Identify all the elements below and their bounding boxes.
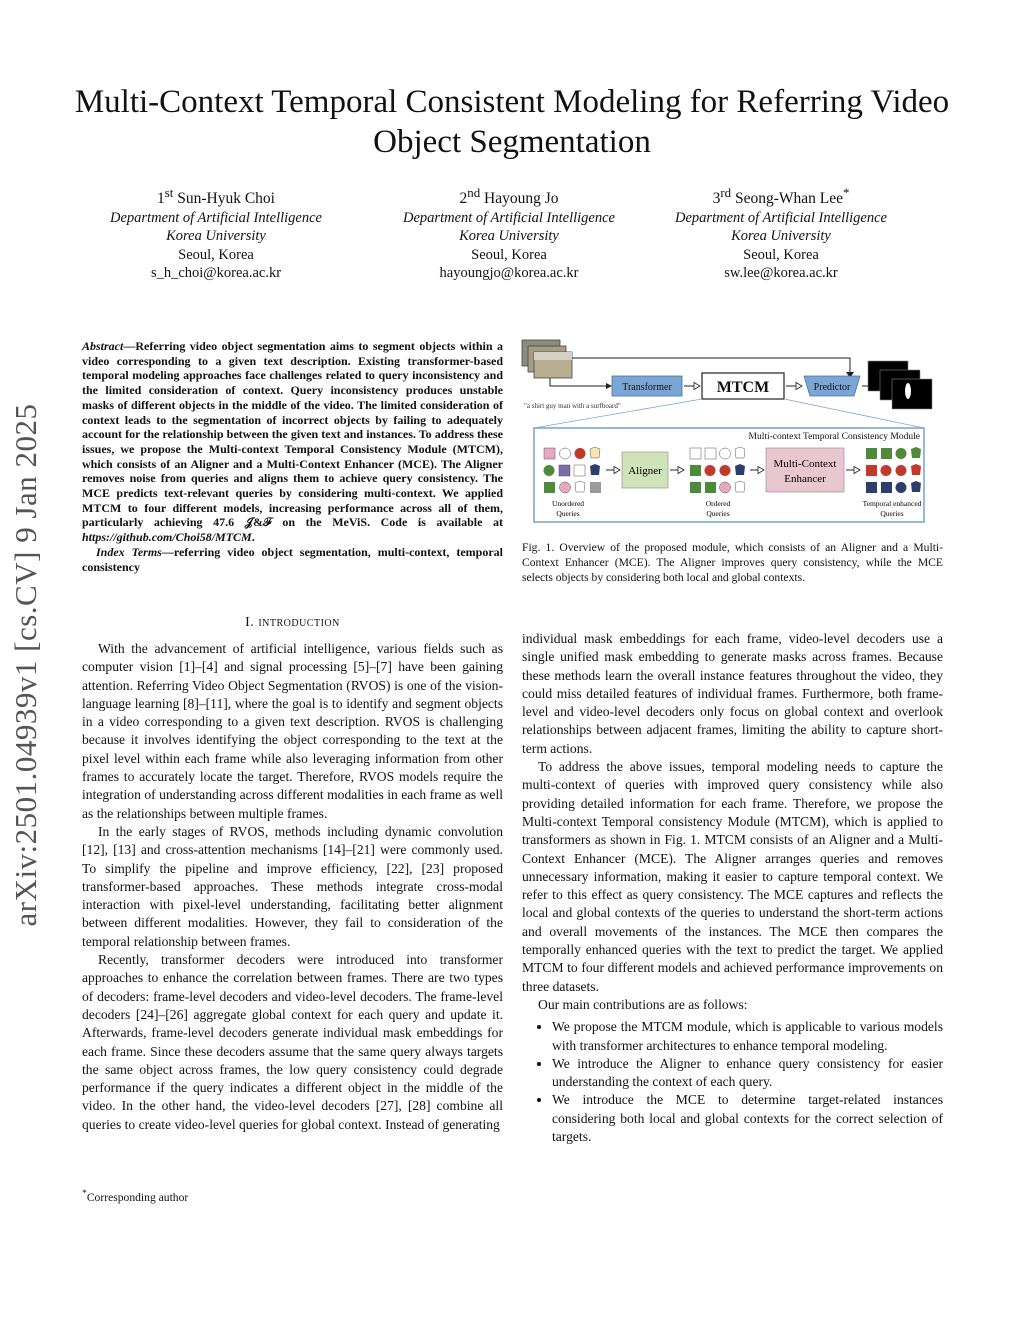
author-order-suffix: st bbox=[164, 185, 174, 200]
enhanced-label: Temporal enhanced bbox=[862, 499, 922, 508]
list-item: • We introduce the Aligner to enhance query consistency for easier understanding the context of each query. bbox=[552, 1055, 943, 1092]
author-name: Hayoung Jo bbox=[484, 190, 559, 208]
author-city: Seoul, Korea bbox=[471, 246, 547, 263]
author-block-3 bbox=[651, 184, 911, 283]
author-block-1 bbox=[86, 184, 346, 283]
list-item: • We introduce the MCE to determine target-related instances considering both local and global contexts for the correct selection of targets. bbox=[552, 1091, 943, 1146]
author-univ: Korea University bbox=[166, 228, 266, 245]
flow-arrow bbox=[550, 378, 610, 386]
aligner-label: Aligner bbox=[628, 465, 662, 477]
footnote bbox=[82, 1188, 188, 1204]
section-number: I. bbox=[245, 615, 255, 630]
figure-caption: Fig. 1. Overview of the proposed module, which consists of an Aligner and a Multi-Context Enhancer (MCE). The Aligner improves query consistency, while the MCE selects objects by considering both local and global contexts. bbox=[522, 541, 943, 584]
code-link[interactable]: https://github.com/Choi58/MTCM bbox=[82, 530, 252, 545]
corresponding-mark: * bbox=[842, 185, 850, 200]
author-name: Seong-Whan Lee bbox=[734, 190, 843, 208]
abstract: Abstract—Referring video object segmentation aims to segment objects within a video corresponding to a given text description. Existing transformer-based temporal modeling approaches face challenges related to query inconsistency and the limited consideration of context. Query inconsistency produces unstable masks of different objects in the middle of the video. The limited consideration of context leads to the segmentation of incorrect objects by failing to adequately account for the relationship between the given text and instances. To address these issues, we propose the Multi-context Temporal Consistency Module (MTCM), which consists of an Aligner and a Multi-Context Enhancer (MCE). The Aligner removes noise from queries and aligns them to achieve query consistency. The MCE predicts text-relevant queries by considering multi-context. We applied MTCM to four different models, increasing performance across all of them, particularly achieving 47.6 𝒥&ℱ on the MeViS. Code is available at https://github.com/Choi58/MTCM. Index Terms—referring video object segmentation, multi-context, temporal consistency bbox=[82, 339, 503, 574]
footnote-text: Corresponding author bbox=[86, 1190, 189, 1204]
author-order: 2 bbox=[459, 190, 468, 208]
author-dept: Department of Artificial Intelligence bbox=[675, 209, 887, 226]
query-text: "a shirt guy man with a surfboard" bbox=[524, 402, 621, 410]
author-order-suffix: rd bbox=[720, 185, 732, 200]
predictor-label: Predictor bbox=[813, 382, 851, 393]
author-email[interactable]: hayoungjo@korea.ac.kr bbox=[439, 265, 579, 282]
enhanced-label-2: Queries bbox=[880, 509, 904, 518]
ordered-label: Ordered bbox=[705, 499, 731, 508]
left-column bbox=[82, 640, 503, 1134]
author-city: Seoul, Korea bbox=[743, 246, 819, 263]
unordered-label-2: Queries bbox=[556, 509, 580, 518]
paragraph: In the early stages of RVOS, methods including dynamic convolution [12], [13] and cross-attention mechanisms [14]–[21] were commonly used. To simplify the pipeline and improve efficiency, [22], [23] proposed transformer-based approaches. These methods integrate cross-modal interaction with pixel-level understanding, facilitating better alignment between different modalities. However, they fail to consideration of the temporal relationship between frames. bbox=[82, 823, 503, 949]
module-title: Multi-context Temporal Consistency Module bbox=[748, 432, 920, 442]
mce-label-1: Multi-Context bbox=[773, 458, 837, 470]
arxiv-stamp bbox=[6, 370, 46, 960]
paragraph: Recently, transformer decoders were introduced into transformer approaches to enhance the correlation between frames. There are two types of decoders: frame-level decoders and video-level decoders. The frame-level decoders [24]–[26] aggregate global context for each query and update it. Afterwards, frame-level decoders generate individual mask embeddings for each frame. Since these decoders assume that the same query always targets the same object across frames, the low query consistency could degrade performance if the query indicates a different object in the middle of the video. In the other hand, the video-level decoders [27], [28] combine all queries to create video-level queries for global context. Instead of generating bbox=[82, 952, 503, 1132]
author-city: Seoul, Korea bbox=[178, 246, 254, 263]
author-email[interactable]: s_h_choi@korea.ac.kr bbox=[150, 265, 282, 282]
footnote-mark: * bbox=[82, 1188, 87, 1199]
author-order-suffix: nd bbox=[467, 185, 481, 200]
figure-1 bbox=[520, 336, 944, 526]
video-frames-icon bbox=[522, 340, 572, 378]
author-name: Sun-Hyuk Choi bbox=[177, 190, 275, 208]
paragraph: individual mask embeddings for each frame, video-level decoders use a single unified mask embedding to generate masks across frames. Because these methods learn the overall instance features throughout the video, they could miss detailed features of individual frames. Furthermore, both frame-level and video-level decoders only focus on global context and overlook relationships between adjacent frames, limiting the ability to capture short-term actions. bbox=[522, 631, 943, 756]
paper-title: Multi-Context Temporal Consistent Modeling for Referring Video Object Segmentation bbox=[74, 84, 950, 160]
section-heading bbox=[82, 615, 503, 631]
transformer-label: Transformer bbox=[622, 382, 672, 393]
author-order: 1 bbox=[157, 190, 165, 208]
author-block-2 bbox=[379, 184, 639, 283]
index-terms-label: Index Terms bbox=[96, 544, 162, 559]
arxiv-id: arXiv:2501.04939v1 [cs.CV] 9 Jan 2025 bbox=[8, 403, 43, 927]
list-item: • We propose the MTCM module, which is applicable to various models with transformer architectures to enhance temporal modeling. bbox=[552, 1018, 943, 1055]
author-dept: Department of Artificial Intelligence bbox=[403, 209, 615, 226]
mtcm-label: MTCM bbox=[716, 379, 770, 396]
paragraph: To address the above issues, temporal modeling needs to capture the multi-context of queries with improved query consistency while also providing detailed information for each frame. Therefore, we propose the Multi-context Temporal consistency Module (MTCM), which is applied to transformers as shown in Fig. 1. MTCM consists of an Aligner and a Multi-Context Enhancer (MCE). The Aligner arranges queries and removes unnecessary information, making it easier to capture temporal context. We refer to this effect as query consistency. The MCE captures and reflects the local and global contexts of the queries to understand the short-term actions and overall movements of the instances. The MCE then compares the temporally enhanced queries with the text to predict the target. We applied MTCM to four different models and achieved performance improvements on three datasets. bbox=[522, 759, 943, 994]
author-email[interactable]: sw.lee@korea.ac.kr bbox=[724, 265, 838, 282]
right-column bbox=[522, 630, 943, 1146]
author-univ: Korea University bbox=[459, 228, 559, 245]
abstract-text: —Referring video object segmentation aims to segment objects within a video corresponding to a given text description. Existing transformer-based temporal modeling approaches face challenges related to query inconsistency and the limited consideration of context. Query inconsistency produces unstable masks of different objects in the middle of the video. The limited consideration of context leads to the segmentation of incorrect objects by failing to adequately account for the relationship between the given text and instances. To address these issues, we propose the Multi-context Temporal Consistency Module (MTCM), which consists of an Aligner and a Multi-Context Enhancer (MCE). The Aligner removes noise from queries and aligns them to achieve query consistency. The MCE predicts text-relevant queries by considering multi-context. We applied MTCM to four different models, increasing performance across all of them, particularly achieving 47.6 𝒥&ℱ on the MeViS. Code is available at bbox=[82, 339, 503, 530]
author-order: 3 bbox=[712, 190, 721, 208]
mce-box bbox=[766, 448, 844, 492]
author-dept: Department of Artificial Intelligence bbox=[110, 209, 322, 226]
section-title: introduction bbox=[258, 615, 340, 630]
ordered-label-2: Queries bbox=[706, 509, 730, 518]
abstract-label: Abstract bbox=[82, 339, 124, 353]
mce-label-2: Enhancer bbox=[784, 473, 826, 485]
index-terms-text: —referring video object segmentation, multi-context, temporal consistency bbox=[82, 544, 503, 574]
paragraph: Our main contributions are as follows: bbox=[538, 996, 748, 1012]
output-masks-icon bbox=[868, 361, 932, 409]
contributions-list bbox=[522, 1018, 943, 1146]
unordered-label: Unordered bbox=[551, 499, 585, 508]
author-univ: Korea University bbox=[731, 228, 831, 245]
paragraph: With the advancement of artificial intelligence, various fields such as computer vision [1]–[4] and signal processing [5]–[7] have been gaining attention. Referring Video Object Segmentation (RVOS) is one of the vision-language learning [8]–[11], where the goal is to identify and segment objects in a video corresponding to a given text description. RVOS is challenging because it involves identifying the object corresponding to the text at the pixel level within each frame while also leveraging information from other frames to accurately locate the target. Therefore, RVOS models require the integration of understanding across different modalities in each frame as well as the relationships between multiple frames. bbox=[82, 641, 503, 821]
